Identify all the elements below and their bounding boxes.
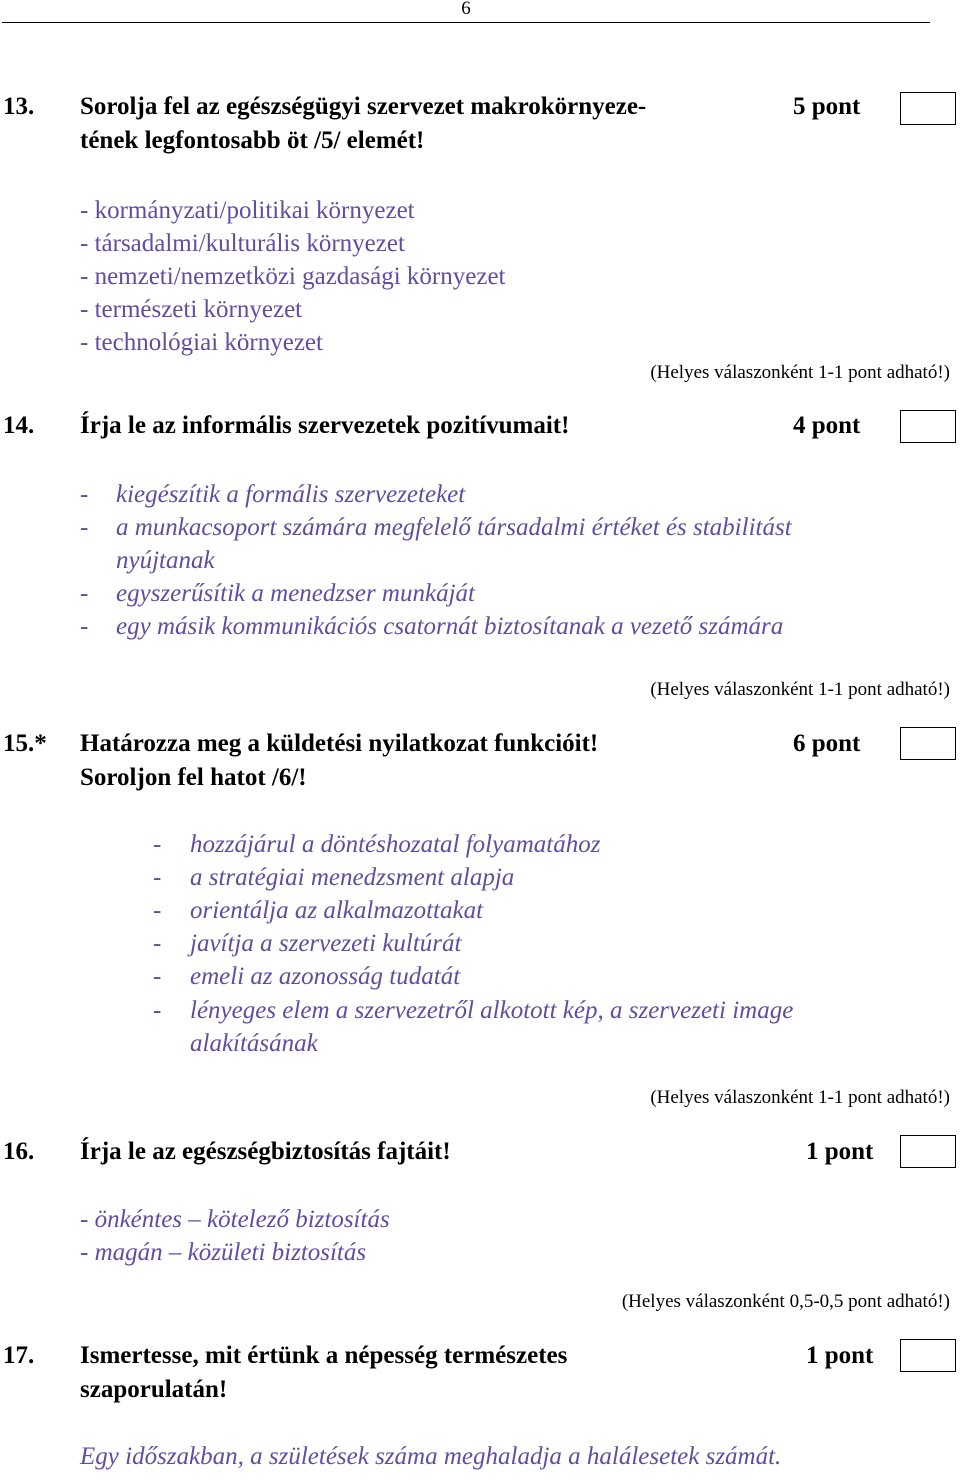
question-16-number: 16. bbox=[3, 1138, 35, 1165]
question-15-text-line-2: Soroljon fel hatot /6/! bbox=[80, 764, 307, 791]
question-17-text-line-1: Ismertesse, mit értünk a népesség természetes bbox=[80, 1342, 568, 1369]
question-16-points: 1 pont bbox=[806, 1138, 874, 1165]
q15-answer-2: a stratégiai menedzsment alapja bbox=[190, 864, 515, 891]
q14-answer-2: a munkacsoport számára megfelelő társadalmi értéket és stabilitást bbox=[116, 514, 792, 541]
question-16-text-line-1: Írja le az egészségbiztosítás fajtáit! bbox=[80, 1138, 451, 1165]
question-14-score-box[interactable] bbox=[900, 410, 956, 443]
q13-scoring-note: (Helyes válaszonként 1-1 pont adható!) bbox=[650, 362, 950, 383]
q15-answer-2-dash: - bbox=[153, 864, 162, 891]
q13-answer-1: - kormányzati/politikai környezet bbox=[80, 197, 415, 224]
question-15-text-line-1: Határozza meg a küldetési nyilatkozat funkcióit! bbox=[80, 730, 599, 757]
q17-answer-1: Egy időszakban, a születések száma meghaladja a halálesetek számát. bbox=[80, 1443, 782, 1470]
q16-answer-2: - magán – közületi biztosítás bbox=[80, 1239, 367, 1266]
q15-answer-5: emeli az azonosság tudatát bbox=[190, 963, 461, 990]
header-rule bbox=[2, 22, 930, 23]
question-16-score-box[interactable] bbox=[900, 1135, 956, 1168]
question-15-number: 15.* bbox=[3, 730, 47, 757]
question-14-number: 14. bbox=[3, 412, 35, 439]
q15-answer-3: orientálja az alkalmazottakat bbox=[190, 897, 484, 924]
question-13-score-box[interactable] bbox=[900, 92, 956, 125]
q13-answer-2: - társadalmi/kulturális környezet bbox=[80, 230, 405, 257]
q14-answer-2-dash: - bbox=[80, 514, 89, 541]
page-number: 6 bbox=[461, 0, 471, 19]
question-14-points: 4 pont bbox=[793, 412, 861, 439]
question-17-text-line-2: szaporulatán! bbox=[80, 1376, 228, 1403]
q15-answer-4-dash: - bbox=[153, 930, 162, 957]
q15-answer-1: hozzájárul a döntéshozatal folyamatához bbox=[190, 831, 601, 858]
q15-answer-5-dash: - bbox=[153, 963, 162, 990]
question-13-number: 13. bbox=[3, 93, 35, 120]
q14-answer-4: egy másik kommunikációs csatornát biztosítanak a vezető számára bbox=[116, 613, 784, 640]
q14-answer-1: kiegészítik a formális szervezeteket bbox=[116, 481, 466, 508]
question-13-text-line-2: tének legfontosabb öt /5/ elemét! bbox=[80, 127, 425, 154]
q14-answer-2-cont: nyújtanak bbox=[116, 547, 215, 574]
q13-answer-3: - nemzeti/nemzetközi gazdasági környezet bbox=[80, 263, 506, 290]
q15-answer-3-dash: - bbox=[153, 897, 162, 924]
question-14-text-line-1: Írja le az informális szervezetek pozitívumait! bbox=[80, 412, 570, 439]
question-17-points: 1 pont bbox=[806, 1342, 874, 1369]
q16-answer-1: - önkéntes – kötelező biztosítás bbox=[80, 1206, 390, 1233]
q15-answer-6: lényeges elem a szervezetről alkotott kép, a szervezeti image bbox=[190, 997, 794, 1024]
q14-answer-4-dash: - bbox=[80, 613, 89, 640]
q14-scoring-note: (Helyes válaszonként 1-1 pont adható!) bbox=[650, 679, 950, 700]
q15-answer-6-dash: - bbox=[153, 997, 162, 1024]
q15-answer-1-dash: - bbox=[153, 831, 162, 858]
q14-answer-3-dash: - bbox=[80, 580, 89, 607]
q15-scoring-note: (Helyes válaszonként 1-1 pont adható!) bbox=[650, 1087, 950, 1108]
q13-answer-4: - természeti környezet bbox=[80, 296, 303, 323]
question-13-text-line-1: Sorolja fel az egészségügyi szervezet makrokörnyeze- bbox=[80, 93, 647, 120]
q15-answer-6-cont: alakításának bbox=[190, 1030, 318, 1057]
q15-answer-4: javítja a szervezeti kultúrát bbox=[190, 930, 462, 957]
q14-answer-3: egyszerűsítik a menedzser munkáját bbox=[116, 580, 475, 607]
question-15-points: 6 pont bbox=[793, 730, 861, 757]
q13-answer-5: - technológiai környezet bbox=[80, 329, 323, 356]
question-13-points: 5 pont bbox=[793, 93, 861, 120]
question-17-number: 17. bbox=[3, 1342, 35, 1369]
q16-scoring-note: (Helyes válaszonként 0,5-0,5 pont adható!) bbox=[621, 1291, 950, 1312]
question-17-score-box[interactable] bbox=[900, 1339, 956, 1372]
q14-answer-1-dash: - bbox=[80, 481, 89, 508]
question-15-score-box[interactable] bbox=[900, 727, 956, 760]
